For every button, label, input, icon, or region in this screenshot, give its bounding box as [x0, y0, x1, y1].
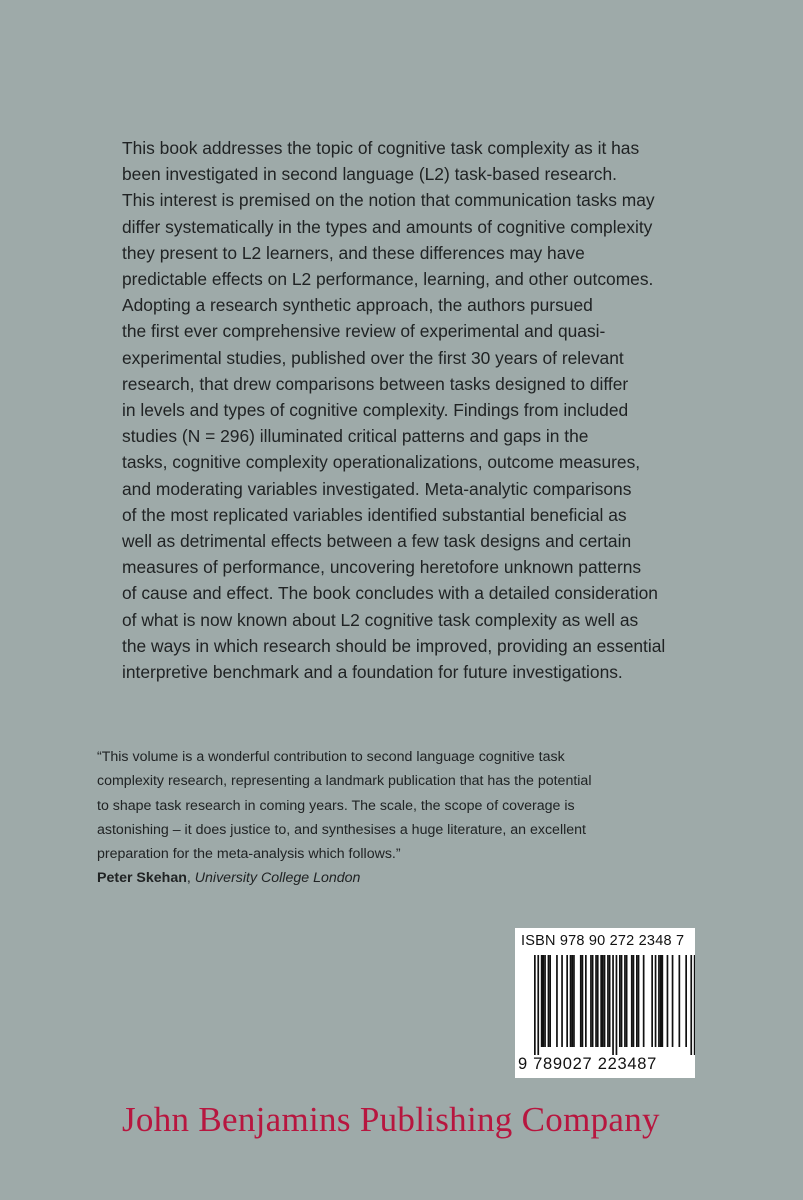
description-line: of cause and effect. The book concludes with a detailed consideration [122, 583, 658, 604]
description-line: differ systematically in the types and amounts of cognitive complexity [122, 216, 653, 237]
barcode-bar [636, 955, 638, 1047]
description-line: and moderating variables investigated. Meta-analytic comparisons [122, 478, 632, 499]
description-line: of the most replicated variables identified substantial beneficial as [122, 504, 627, 525]
endorser-attribution [97, 866, 737, 890]
barcode-bar [626, 955, 628, 1047]
barcode-bar [624, 955, 626, 1047]
description-line: This interest is premised on the notion that communication tasks may [122, 190, 655, 211]
barcode-bar [609, 955, 611, 1047]
barcode-bar [690, 955, 692, 1055]
barcode-bar [541, 955, 543, 1047]
barcode-bar [556, 955, 558, 1047]
description-line: the first ever comprehensive review of experimental and quasi- [122, 321, 606, 342]
description-line: interpretive benchmark and a foundation for future investigations. [122, 662, 623, 683]
quote-line: astonishing – it does justice to, and synthesises a huge literature, an excellent [97, 821, 586, 838]
publisher-name: John Benjamins Publishing Company [122, 1100, 660, 1139]
barcode-bar [672, 955, 674, 1047]
description-line: in levels and types of cognitive complexity. Findings from included [122, 400, 629, 421]
barcode-bar [548, 955, 550, 1047]
barcode-bar [638, 955, 640, 1047]
description-line: research, that drew comparisons between tasks designed to differ [122, 373, 629, 394]
barcode-bar [580, 955, 582, 1047]
book-description [122, 135, 722, 685]
barcode-bar [619, 955, 621, 1047]
barcode-bar [585, 955, 587, 1047]
description-line: measures of performance, uncovering heretofore unknown patterns [122, 557, 642, 578]
description-line: they present to L2 learners, and these differences may have [122, 242, 585, 263]
barcode-bar [621, 955, 623, 1047]
endorsement-quote [97, 745, 737, 891]
barcode-bar [612, 955, 614, 1055]
barcode-bar [633, 955, 635, 1047]
barcode-bar [685, 955, 687, 1047]
description-line: This book addresses the topic of cognitive task complexity as it has [122, 138, 640, 158]
barcode-bar [600, 955, 602, 1047]
barcode-bar [595, 955, 597, 1047]
barcode-bar [662, 955, 664, 1047]
endorser-name: Peter Skehan [97, 870, 187, 887]
attribution-separator: , [186, 870, 195, 887]
description-line: the ways in which research should be improved, providing an essential [122, 635, 666, 656]
barcode-bar [660, 955, 662, 1047]
description-line: well as detrimental effects between a few task designs and certain [122, 531, 632, 552]
barcode-bar [658, 955, 660, 1047]
barcode-bar [694, 955, 695, 1055]
description-line: tasks, cognitive complexity operationalizations, outcome measures, [122, 452, 641, 473]
description-line: of what is now known about L2 cognitive task complexity as well as [122, 609, 639, 630]
barcode-bar [543, 955, 545, 1047]
description-line: been investigated in second language (L2) task-based research. [122, 164, 617, 185]
barcode-bar [561, 955, 563, 1047]
barcode-bar [604, 955, 606, 1047]
quote-line: complexity research, representing a landmark publication that has the potential [97, 773, 592, 790]
description-line: studies (N = 296) illuminated critical patterns and gaps in the [122, 426, 589, 447]
barcode-bar [566, 955, 568, 1047]
barcode-bar [544, 955, 546, 1047]
barcode-bar [534, 955, 536, 1055]
quote-line: preparation for the meta-analysis which follows.” [97, 846, 401, 863]
barcode-bar [590, 955, 592, 1047]
isbn-barcode [515, 928, 695, 1078]
barcode-bar [643, 955, 645, 1047]
barcode-bar [655, 955, 657, 1047]
quote-line: “This volume is a wonderful contribution to second language cognitive task [97, 749, 565, 765]
barcode-bar [571, 955, 573, 1047]
endorser-affiliation: University College London [194, 870, 361, 887]
barcode-bar [537, 955, 539, 1055]
barcode-bar [597, 955, 599, 1047]
description-line: Adopting a research synthetic approach, the authors pursued [122, 295, 593, 316]
barcode-bar [592, 955, 594, 1047]
barcode-digits: 9 789027 223487 [518, 1055, 657, 1073]
barcode-bar [667, 955, 669, 1047]
barcode-bar [573, 955, 575, 1047]
barcode-bar [602, 955, 604, 1047]
barcode-bar [549, 955, 551, 1047]
quote-line: to shape task research in coming years. The scale, the scope of coverage is [97, 797, 575, 814]
barcode-bar [607, 955, 609, 1047]
barcode-bar [651, 955, 653, 1047]
barcode-bar [616, 955, 618, 1055]
barcode-bar [582, 955, 584, 1047]
barcode-bar [570, 955, 572, 1047]
barcode-bar [631, 955, 633, 1047]
description-line: experimental studies, published over the first 30 years of relevant [122, 347, 624, 368]
barcode-bar [679, 955, 681, 1047]
description-line: predictable effects on L2 performance, learning, and other outcomes. [122, 269, 654, 290]
isbn-label: ISBN 978 90 272 2348 7 [521, 933, 685, 949]
